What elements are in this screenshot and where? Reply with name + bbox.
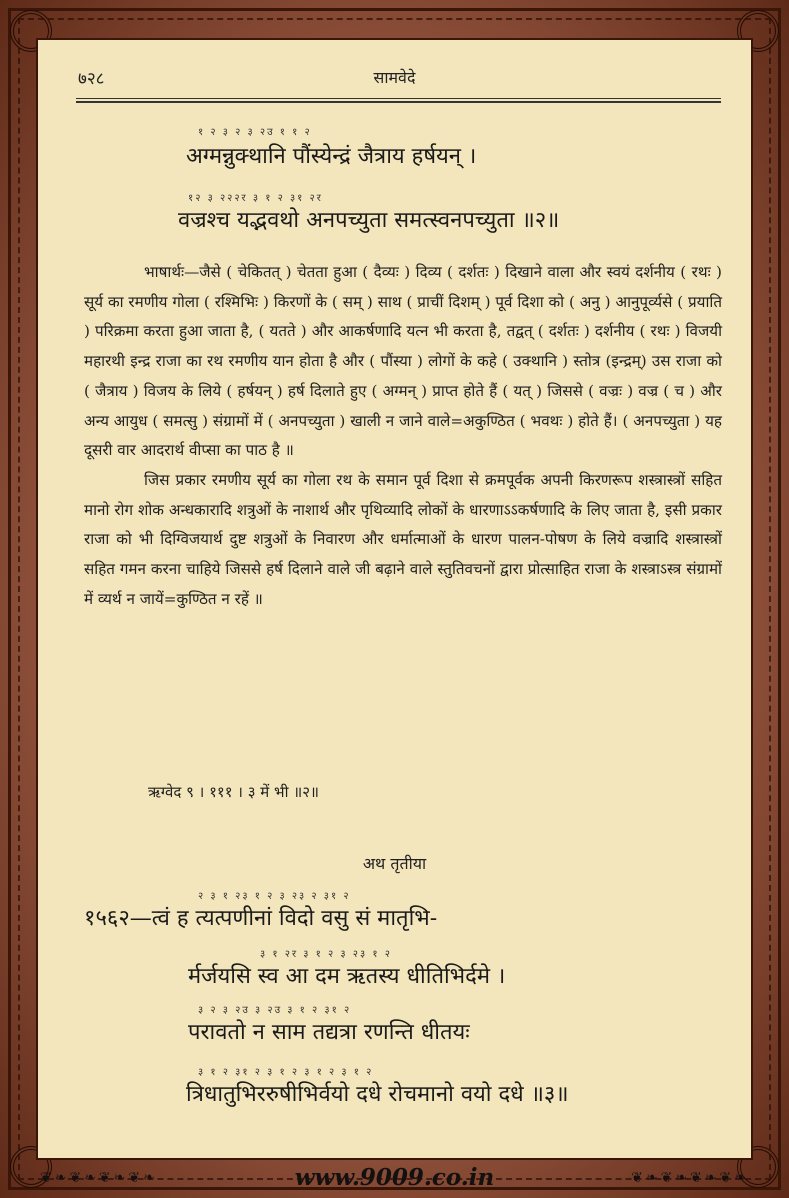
accent-marks: ३ २ ३ २उ ३ २उ ३ १ २ ३१ २	[198, 1005, 352, 1016]
section-heading: अथ तृतीया	[362, 854, 427, 873]
accent-marks: ३ १ २र ३ १ २ ३ २३ १ २	[260, 949, 392, 960]
commentary-paragraph: भाषार्थः—जैसे ( चेकितत् ) चेतता हुआ ( दैव्यः ) दिव्य ( दर्शतः ) दिखाने वाला और स्वयं दर्शनीय ( रथः ) सूर्य का रमणीय गोला ( रश्मिभिः ) किरणों के ( सम् ) साथ ( प्राचीं दिशम् ) पूर्व दिशा को ( अनु ) आनुपूर्व्यसे ( प्रयाति ) परिक्रमा करता हुआ जाता है, ( यतते ) और आकर्षणादि यत्न भी करता है, तद्वत् ( दर्शतः ) दर्शनीय ( रथः ) विजयी महारथी इन्द्र राजा का रथ रमणीय यान होता है और ( पौंस्या ) लोगों के कहे ( उक्थानि ) स्तोत्र (इन्द्रम्) उस राजा को ( जैत्राय ) विजय के लिये ( हर्षयन् ) हर्ष दिलाते हुए ( अग्मन् ) प्राप्त होते हैं ( यत् ) जिससे ( वज्रः ) वज्र ( च ) और अन्य आयुध ( समत्सु ) संग्रामों में ( अनपच्युता ) खाली न जाने वाले=अकुण्ठित ( भवथः ) होते हैं। ( अनपच्युता ) यह दूसरी वार आदरार्थ वीप्सा का पाठ है ॥	[84, 263, 722, 460]
header-rule	[76, 101, 721, 103]
commentary-text	[84, 258, 722, 614]
verse-line: वज्रश्च यद्भवथो अनपच्युता समत्स्वनपच्युता ॥२॥	[178, 208, 560, 233]
accent-marks: १२ ३ २२२र ३ १ २ ३१ २र	[188, 193, 323, 204]
verse-line: त्रिधातुभिररुषीभिर्वयो दधे रोचमानो वयो दधे ॥३॥	[186, 1082, 569, 1107]
accent-marks: ३ १ २ ३१ २ ३ १ २ ३ १ २ ३ १ २	[198, 1067, 374, 1078]
verse-line: १५६२—त्वं ह त्यत्पणीनां विदो वसु सं मातृभि-	[84, 906, 438, 931]
footer-flourish-right: ❦❧❦❧❦❧❦❧	[631, 1170, 749, 1186]
website-footer[interactable]: www.9009.co.in	[294, 1164, 495, 1191]
footer-flourish-left: ❦❧❦❧❦❧❦❧	[40, 1170, 158, 1186]
running-title: सामवेदे	[373, 68, 416, 87]
verse-line: परावतो न साम तद्यत्रा रणन्ति धीतयः	[188, 1020, 470, 1045]
page-number: ७२८	[78, 69, 105, 89]
rigveda-reference: ऋग्वेद ९ । १११ । ३ में भी ॥२॥	[148, 783, 320, 801]
accent-marks: २ ३ १ २३ १ २ ३ २३ २ ३१ २	[198, 891, 351, 902]
verse-line: अग्मन्नुक्थानि पौंस्येन्द्रं जैत्राय हर्षयन् ।	[186, 144, 477, 169]
commentary-paragraph: जिस प्रकार रमणीय सूर्य का गोला रथ के समान पूर्व दिशा से क्रमपूर्वक अपनी किरणरूप शस्त्रास्त्रों सहित मानो रोग शोक अन्धकारादि शत्रुओं के नाशार्थ और पृथिव्यादि लोकों के धारणाऽऽकर्षणादि के लिए जाता है, इसी प्रकार राजा को भी दिग्विजयार्थ दुष्ट शत्रुओं के निवारण और धर्मात्माओं के धारण पालन-पोषण के लिये वज्रादि शस्त्रास्त्रों सहित गमन करना चाहिये जिससे हर्ष दिलाने वाले जी बढ़ाने वाले स्तुतिवचनों द्वारा प्रोत्साहित राजा के शस्त्राऽस्त्र संग्रामों में व्यर्थ न जायें=कुण्ठित न रहें ॥	[84, 470, 722, 608]
verse-line: र्मर्जयसि स्व आ दम ऋतस्य धीतिभिर्दमे ।	[188, 964, 506, 989]
scripture-page	[36, 38, 753, 1160]
header-rule	[76, 98, 721, 99]
accent-marks: १ २ ३ २ ३ २उ १ १ २	[198, 127, 312, 138]
